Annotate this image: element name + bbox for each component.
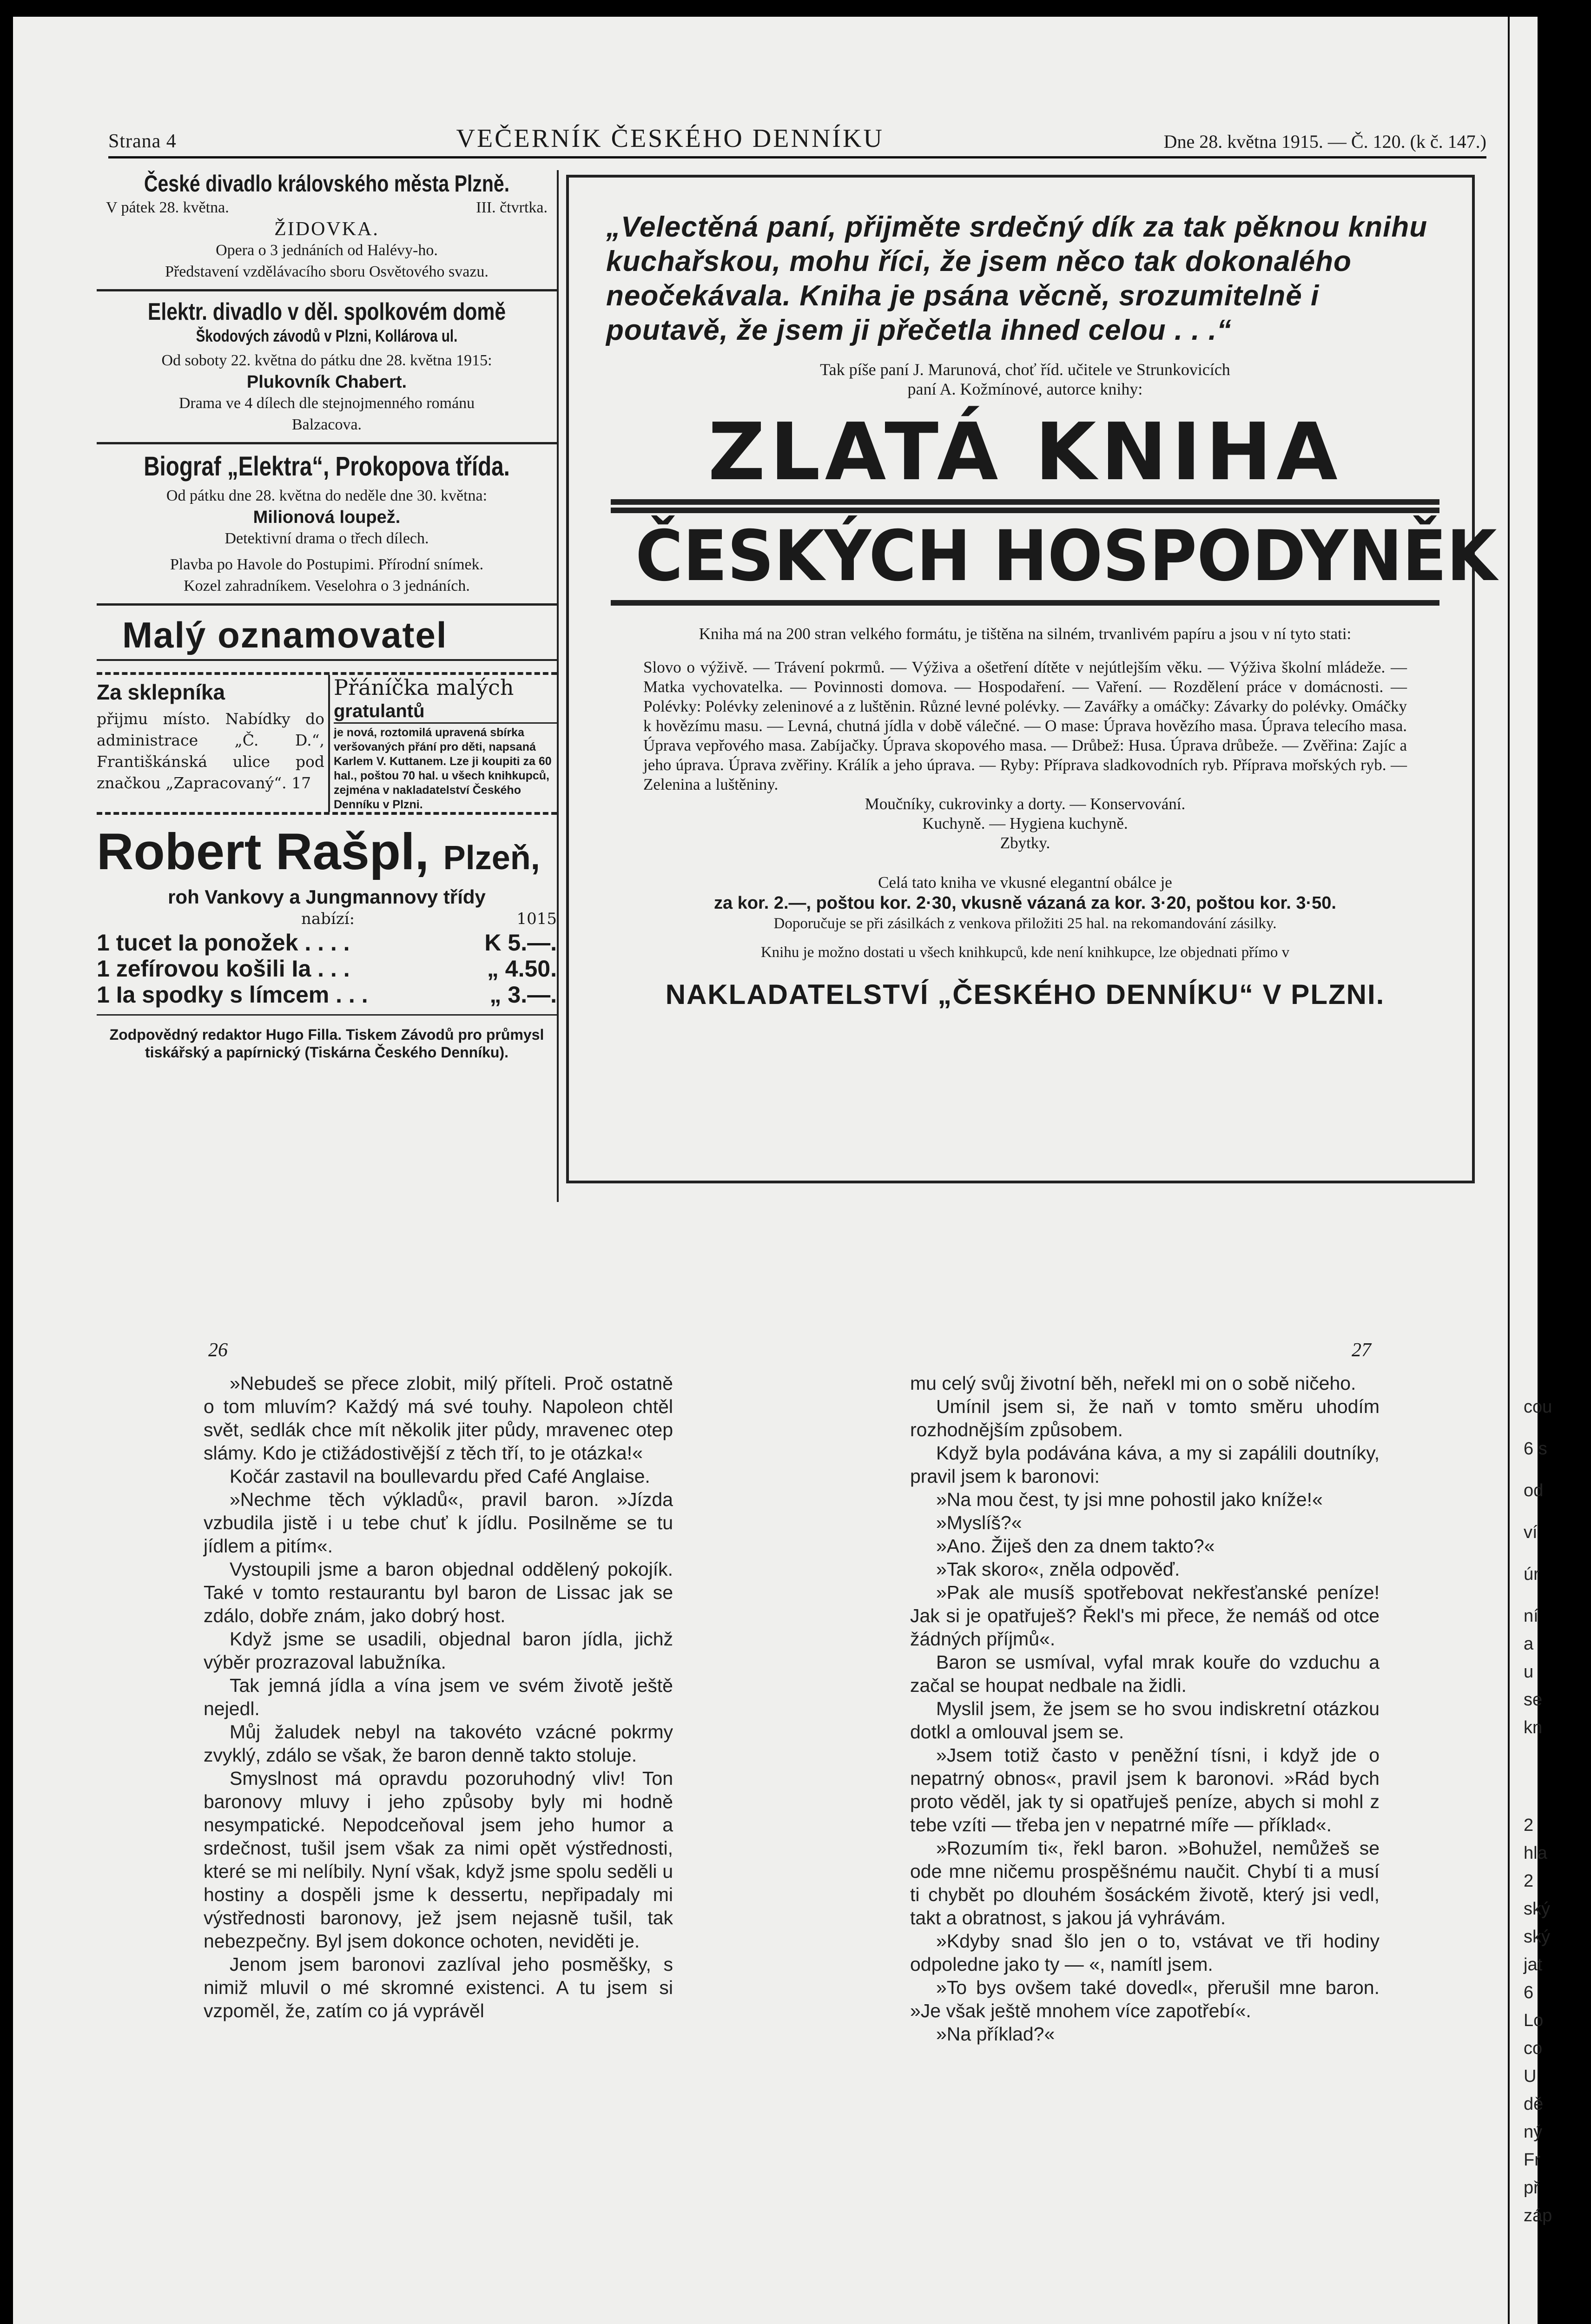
edge-fragment: dě (1524, 2094, 1544, 2114)
cinema-subtitle: Škodových závodů v Plzni, Kollárova ul. (196, 326, 458, 345)
book-paragraph: »Ano. Žiješ den za dnem takto?« (936, 1535, 1215, 1557)
cinema-title: Elektr. divadlo v děl. spolkovém domě (147, 298, 506, 325)
title-rule (611, 600, 1439, 606)
book-paragraph: »Kdyby snad šlo jen o to, vstávat ve tři hodiny odpoledne jako ty — «, namítl jsem. (910, 1930, 1380, 1975)
raspl-item-price: „ 3.—. (489, 982, 557, 1008)
book-paragraph: »Na příklad?« (936, 2023, 1055, 2045)
edge-fragment: od (1524, 1481, 1544, 1500)
raspl-name (97, 824, 557, 886)
book-paragraph: Kočár zastavil na boullevardu před Café Anglaise. (230, 1466, 650, 1487)
cinema-desc: Balzacova. (291, 416, 362, 433)
book-page-number: 27 (1352, 1340, 1371, 1361)
raspl-offers: nabízí: (301, 910, 355, 928)
raspl-item-label: 1 tucet Ia ponožek . . . . (97, 930, 350, 956)
raspl-city: Plzeň, (443, 839, 540, 877)
publisher: NAKLADATELSTVÍ „ČESKÉHO DENNÍKU“ V PLZNI. (665, 979, 1385, 1010)
availability: Knihu je možno dostati u všech knihkupců, kde není knihkupce, lze objednati přímo v (760, 944, 1290, 961)
book-paragraph: »Nebudeš se přece zlobit, milý příteli. Proč ostatně o tom mluvím? Každý má své touhy. Napoleon chtěl svět, sedlák chce mít několik jiter půdy, mravenec otep slámy. Kdo je ctižádostivější z těch tří, to je otázka!« (204, 1373, 673, 1464)
edge-fragment: př (1524, 2178, 1539, 2198)
edge-fragment: jat (1524, 1955, 1543, 1974)
classifieds-header: Malý oznamovatel (97, 614, 557, 661)
divider (97, 289, 557, 291)
edge-fragment: úr (1524, 1565, 1539, 1584)
edge-fragment: 6 (1524, 1983, 1534, 2002)
classified-ad (97, 675, 330, 812)
raspl-ad (97, 824, 557, 1008)
book-paragraph: »To bys ovšem také dovedl«, přerušil mne baron. »Je však ještě mnohem více zapotřebí«. (910, 1977, 1380, 2021)
biograf-film: Milionová loupež. (253, 508, 401, 527)
edge-fragment: Fr (1524, 2150, 1540, 2170)
title-rule (611, 499, 1439, 505)
classified-title: Přáníčka malých (334, 675, 514, 700)
contents-text: Moučníky, cukrovinky a dorty. — Konservování. (865, 795, 1186, 813)
edge-fragment: 6 s (1524, 1439, 1547, 1459)
book-paragraph: »Na mou čest, ty jsi mne pohostil jako kníže!« (936, 1489, 1323, 1510)
imprint: Zodpovědný redaktor Hugo Filla. Tiskem Závodů pro průmysl tiskářský a papírnický (Tiskárna Českého Denníku). (109, 1026, 544, 1061)
testimonial-attribution: Tak píše paní J. Marunová, choť říd. učitele ve Strunkovicích (820, 360, 1230, 379)
classified-title: Za sklepníka (97, 680, 225, 704)
cinema-dates: Od soboty 22. května do pátku dne 28. května 1915: (161, 352, 492, 369)
theatre-note: Představení vzdělávacího sboru Osvětového svazu. (165, 263, 489, 280)
edge-fragment: ní (1524, 1606, 1538, 1626)
testimonial-attribution: paní A. Kožmínové, autorce knihy: (907, 380, 1143, 398)
shipping-note: Doporučuje se při zásilkách z venkova přiložiti 25 hal. na rekomandování zásilky. (773, 915, 1277, 932)
adjacent-page-edge (1519, 17, 1552, 2324)
divider (97, 442, 557, 444)
page-edge-line (1508, 17, 1510, 2324)
book-page-right (910, 1372, 1380, 2046)
edge-fragment: ví (1524, 1523, 1538, 1542)
book-advertisement (566, 175, 1497, 1183)
book-title-line1: ZLATÁ KNIHA (708, 406, 1342, 498)
theatre-title: České divadlo královského města Plzně. (144, 171, 510, 197)
book-paragraph: Myslil jsem, že jsem se ho svou indiskretní otázkou dotkl a omlouval jsem se. (910, 1698, 1380, 1743)
edge-fragment: cou (1524, 1397, 1552, 1417)
classified-text: přijmu místo. Nabídky do administrace „Č. D.“, Františkánská ulice pod značkou „Zapracovaný“. 17 (97, 710, 324, 792)
raspl-ad-no: 1015 (516, 910, 557, 928)
biograf-title: Biograf „Elektra“, Prokopova třída. (144, 451, 510, 482)
edge-fragment: 2 (1524, 1816, 1534, 1835)
edge-fragment: se (1524, 1690, 1543, 1710)
book-intro: Kniha má na 200 stran velkého formátu, je tištěna na silném, trvanlivém papíru a jsou v ní tyto stati: (699, 625, 1352, 643)
raspl-item-label: 1 zefírovou košili Ia . . . (97, 956, 350, 982)
edge-fragment: a (1524, 1634, 1534, 1654)
theatre-desc: Opera o 3 jednáních od Halévy-ho. (216, 242, 438, 259)
book-paragraph: Tak jemná jídla a vína jsem ve svém životě ještě nejedl. (204, 1675, 673, 1719)
book-page-left (204, 1372, 673, 2022)
book-paragraph: »Jsem totiž často v peněžní tísni, i když jde o nepatrný obnos«, pravil jsem k baronovi. »Rád bych proto věděl, jak ty si opatřuješ peníze, abych si mohl z tebe vzíti — třeba jen v nepatrné míře — příklad«. (910, 1744, 1380, 1835)
cinema-listing-biograf (97, 451, 557, 597)
newspaper-title: VEČERNÍK ČESKÉHO DENNÍKU (456, 124, 884, 153)
edge-fragment: ský (1524, 1899, 1550, 1919)
contents-text: Kuchyně. — Hygiena kuchyně. (922, 814, 1128, 832)
book-paragraph: »Rozumím ti«, řekl baron. »Bohužel, nemůžeš se ode mne ničemu prospěšnému naučit. Chybí ti a musí ti chybět po dlouhém šosáckém životě, který jsi vedl, takt a obratnost, s jakou já vyhrávám. (910, 1837, 1380, 1928)
theatre-play: ŽIDOVKA. (274, 218, 379, 240)
raspl-item (97, 930, 557, 956)
cinema-listing-elektr (97, 298, 557, 436)
book-paragraph: »Myslíš?« (936, 1512, 1022, 1533)
book-paragraph: Když byla podávána káva, a my si zapálili doutníky, pravil jsem k baronovi: (910, 1442, 1380, 1487)
raspl-item (97, 956, 557, 982)
edge-fragment: 2 (1524, 1871, 1534, 1891)
raspl-name-text: Robert Rašpl, (97, 823, 429, 880)
divider (97, 1014, 557, 1016)
raspl-address: roh Vankovy a Jungmannovy třídy (168, 886, 486, 908)
biograf-dates: Od pátku dne 28. května do neděle dne 30. května: (166, 487, 488, 504)
cinema-film: Plukovník Chabert. (246, 372, 407, 392)
raspl-item-price: „ 4.50. (487, 956, 557, 982)
issue-date: Dne 28. května 1915. — Č. 120. (k č. 147.) (1163, 131, 1486, 152)
cinema-desc: Drama ve 4 dílech dle stejnojmenného románu (178, 395, 475, 412)
edge-fragment: co (1524, 2039, 1543, 2058)
theatre-listing (97, 170, 557, 283)
book-paragraph: Když jsme se usadili, objednal baron jídla, jichž výběr prozrazoval labužníka. (204, 1628, 673, 1673)
classified-ad (330, 675, 557, 812)
book-paragraph: Umínil jsem si, že naň v tomto směru uhodím rozhodnějším způsobem. (910, 1396, 1380, 1440)
book-paragraph: Jenom jsem baronovi zazlíval jeho posměšky, s nimiž mluvil o mé skromné existenci. A tu jsem si vzpoměl, že, zatím co já vyprávěl (204, 1954, 673, 2021)
book-page-number: 26 (208, 1340, 228, 1361)
book-paragraph: Baron se usmíval, vyfal mrak kouře do vzduchu a začal se houpat nedbale na židli. (910, 1651, 1380, 1696)
contents-text: Slovo o výživě. — Trávení pokrmů. — Výživa a ošetření dítěte v nejútlejším věku. — Výživa školní mládeže. — Matka vychovatelka. — Povinnosti domova. — Hospodaření. — Vaření. — Rozdělení práce v domácnosti. — Polévky: Polévky zeleninové a z luštěnin. Různé levné polévky. — Zavářky a omáčky: Závarky do polévky. Omáčky k hovězímu masu. — Levná, chutná jídla v době válečné. — O mase: Úprava hovězího masa. Úprava telecího masa. Úprava vepřového masa. Zabíjačky. Úprava skopového masa. — Drůbež: Husa. Úprava drůbeže. — Zvěřina: Zajíc a jeho úprava. Úprava zvěřiny. Králík a jeho úprava. — Ryby: Příprava sladkovodních ryb. Příprava mořských ryb. — Zelenina a luštěniny. (643, 658, 1407, 793)
book-paragraph: »Pak ale musíš spotřebovat nekřesťanské peníze! Jak si je opatřuješ? Řekl's mi přece, že nemáš od otce žádných příjmů«. (910, 1582, 1380, 1650)
newspaper-page (13, 17, 1552, 2324)
book-paragraph: »Nechme těch výkladů«, pravil baron. »Jízda vzbudila jistě i u tebe chuť k jídlu. Posilněme se tu jídlem a pitím«. (204, 1489, 673, 1557)
theatre-series: III. čtvrtka. (476, 199, 548, 216)
edge-fragment: ský (1524, 1927, 1550, 1947)
biograf-extra: Plavba po Havole do Postupimi. Přírodní snímek. (170, 556, 484, 573)
testimonial-quote: „Velectěná paní, přijměte srdečný dík za tak pěknou knihu kuchařskou, mohu říci, že jsem něco tak dokonalého neočekávala. Kniha je psána věcně, srozumitelně i poutavě, že jsem ji přečetla ihned celou . . .“ (606, 211, 1428, 346)
title-rule (611, 508, 1439, 513)
edge-fragment: ný (1524, 2122, 1543, 2142)
raspl-item-label: 1 Ia spodky s límcem . . . (97, 982, 368, 1008)
biograf-desc: Detektivní drama o třech dílech. (224, 530, 429, 547)
classified-title: gratulantů (334, 700, 557, 724)
divider (97, 603, 557, 606)
book-paragraph: mu celý svůj životní běh, neřekl mi on o sobě ničeho. (910, 1373, 1356, 1394)
edge-fragment: záp (1524, 2206, 1552, 2225)
book-title-line2: ČESKÝCH HOSPODYNĚK (635, 516, 1497, 597)
left-column (97, 170, 559, 1202)
book-paragraph: Vystoupili jsme a baron objednal oddělený pokojík. Také v tomto restaurantu byl baron de Lissac jak se zdálo, dobře znám, jako dobrý host. (204, 1558, 673, 1626)
book-paragraph: Smyslnost má opravdu pozoruhodný vliv! Ton baronovy mluvy i jeho způsoby byly mi hodně nesympatické. Nepodceňoval jsem jeho humor a srdečnost, tušil jsem však za nimi opět výstřednosti, které se mi nelíbily. Nyní však, když jsme spolu seděli u hostiny a dospěli jsme k dessertu, nepřipadaly mi výstřednosti baronovy, jež jsem nejasně tušil, tak nebezpečny. Byl jsem dokonce ochoten, neviděti je. (204, 1768, 673, 1952)
masthead (108, 124, 1486, 158)
biograf-extra: Kozel zahradníkem. Veselohra o 3 jednáních. (184, 577, 470, 594)
book-paragraph: Můj žaludek nebyl na takovéto vzácné pokrmy zvyklý, zdálo se však, že baron denně takto stoluje. (204, 1721, 673, 1766)
price-intro: Celá tato kniha ve vkusné elegantní obálce je (878, 873, 1172, 891)
book-contents (606, 658, 1444, 853)
contents-text: Zbytky. (1000, 834, 1050, 852)
page-number: Strana 4 (108, 131, 177, 152)
edge-fragment: hla (1524, 1843, 1547, 1863)
book-paragraph: »Tak skoro«, zněla odpověď. (936, 1558, 1180, 1580)
edge-fragment: Lo (1524, 2011, 1544, 2030)
price-list: za kor. 2.—, poštou kor. 2·30, vkusně vázaná za kor. 3·20, poštou kor. 3·50. (714, 893, 1336, 913)
edge-fragment: u (1524, 1662, 1534, 1682)
raspl-item (97, 982, 557, 1008)
theatre-day: V pátek 28. května. (106, 199, 229, 216)
edge-fragment: U (1524, 2067, 1537, 2086)
edge-fragment: kn (1524, 1718, 1543, 1737)
classified-text: je nová, roztomilá upravená sbírka veršovaných přání pro děti, napsaná Karlem V. Kuttanem. Lze ji koupiti za 60 hal., poštou 70 hal. u všech knihkupců, zejména v nakladatelství Českého Denníku v Plzni. (334, 726, 552, 811)
raspl-item-price: K 5.—. (484, 930, 557, 956)
classifieds-box (97, 672, 557, 815)
